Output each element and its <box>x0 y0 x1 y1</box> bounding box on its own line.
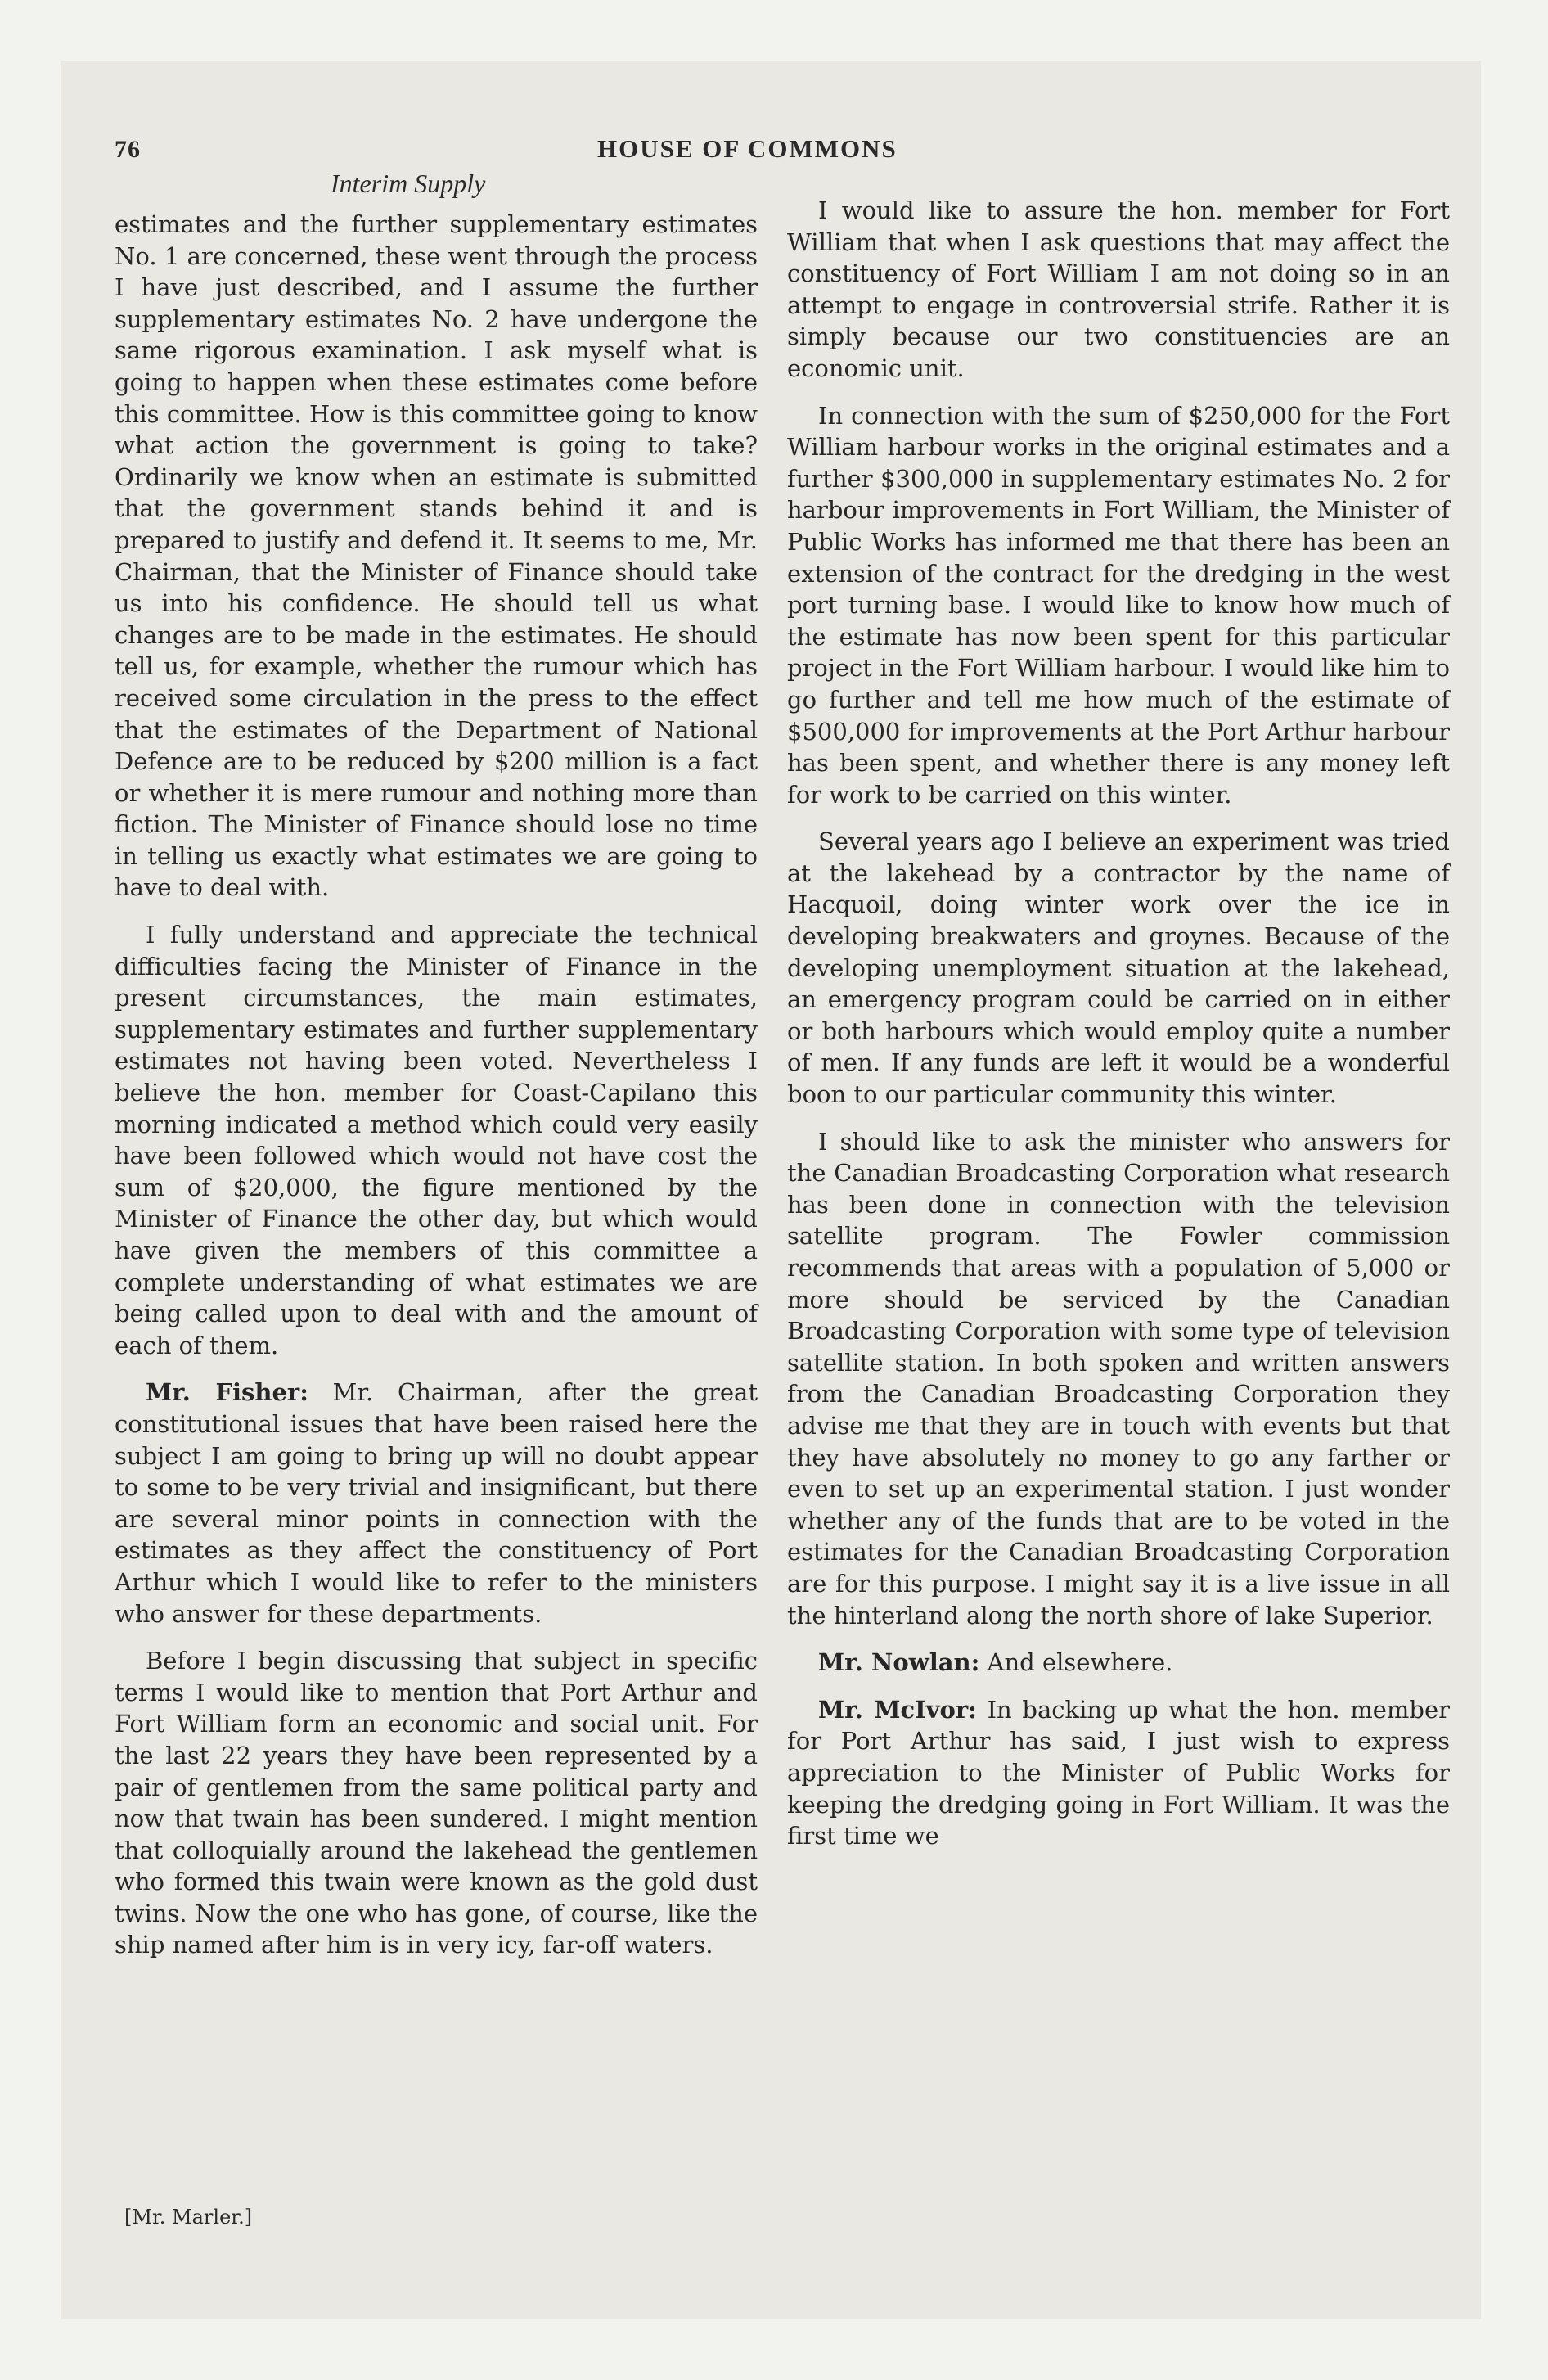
left-column <box>115 209 758 1977</box>
speech-paragraph <box>787 1694 1450 1852</box>
paragraph: Several years ago I believe an experiment was tried at the lakehead by a contractor by the name of Hacquoil, doing winter work over the ice in developing breakwaters and groynes. Because of the developing unemployment situation at the lakehead, an emergency program could be carried on in either or both harbours which would employ quite a number of men. If any funds are left it would be a wonderful boon to our particular community this winter. <box>787 827 1450 1109</box>
speech-paragraph <box>115 1377 758 1629</box>
page-header <box>115 131 1448 174</box>
paragraph: I fully understand and appreciate the technical difficulties facing the Minister of Finance in the present circumstances, the main estimates, supplementary estimates and further supplementary estimates not having been voted. Nevertheless I believe the hon. member for Coast-Capilano this morning indicated a method which could very easily have been followed which would not have cost the sum of $20,000, the figure mentioned by the Minister of Finance the other day, but which would have given the members of this committee a complete understanding of what estimates we are being called upon to deal with and the amount of each of them. <box>115 921 758 1359</box>
speaker-name: Mr. Nowlan: <box>818 1648 980 1677</box>
speech-text: And elsewhere. <box>979 1648 1173 1677</box>
page-number: 76 <box>115 136 141 163</box>
speaker-name: Mr. Fisher: <box>146 1378 308 1407</box>
speaker-name: Mr. McIvor: <box>818 1695 977 1724</box>
paragraph: I would like to assure the hon. member for Fort William that when I ask questions that may affect the constituency of Fort William I am not doing so in an attempt to engage in controversial strife. Rather it is simply because our two constituencies are an economic unit. <box>787 196 1450 382</box>
speech-text: In backing up what the hon. member for Port Arthur has said, I just wish to express appreciation to the Minister of Public Works for keeping the dredging going in Fort William. It was the first time we <box>787 1695 1450 1850</box>
running-title: HOUSE OF COMMONS <box>597 134 898 163</box>
speech-text: Mr. Chairman, after the great constitutional issues that have been raised here the subject I am going to bring up will no doubt appear to some to be very trivial and insignificant, but there are several minor points in connection with the estimates as they affect the constituency of Port Arthur which I would like to refer to the ministers who answer for these departments. <box>115 1378 758 1628</box>
footer-speaker-reference: [Mr. Marler.] <box>124 2206 253 2229</box>
right-column <box>787 195 1450 1868</box>
paragraph: estimates and the further supplementary estimates No. 1 are concerned, these went through the process I have just described, and I assume the further supplementary estimates No. 2 have undergone the same rigorous examination. I ask myself what is going to happen when these estimates come before this committee. How is this committee going to know what action the government is going to take? Ordinarily we know when an estimate is submitted that the government stands behind it and is prepared to justify and defend it. It seems to me, Mr. Chairman, that the Minister of Finance should take us into his confidence. He should tell us what changes are to be made in the estimates. He should tell us, for example, whether the rumour which has received some circulation in the press to the effect that the estimates of the Department of National Defence are to be reduced by $200 million is a fact or whether it is mere rumour and nothing more than fiction. The Minister of Finance should lose no time in telling us exactly what estimates we are going to have to deal with. <box>115 210 758 902</box>
paragraph: I should like to ask the minister who answers for the Canadian Broadcasting Corporation what research has been done in connection with the television satellite program. The Fowler commission recommends that areas with a population of 5,000 or more should be serviced by the Canadian Broadcasting Corporation with some type of television satellite station. In both spoken and written answers from the Canadian Broadcasting Corporation they advise me that they are in touch with events but that they have absolutely no money to go any farther or even to set up an experimental station. I just wonder whether any of the funds that are to be voted in the estimates for the Canadian Broadcasting Corporation are for this purpose. I might say it is a live issue in all the hinterland along the north shore of lake Superior. <box>787 1127 1450 1629</box>
speech-paragraph <box>787 1647 1450 1679</box>
paragraph: Before I begin discussing that subject in specific terms I would like to mention that Port Arthur and Fort William form an economic and social unit. For the last 22 years they have been represented by a pair of gentlemen from the same political party and now that twain has been sundered. I might mention that colloquially around the lakehead the gentlemen who formed this twain were known as the gold dust twins. Now the one who has gone, of course, like the ship named after him is in very icy, far-off waters. <box>115 1647 758 1959</box>
paragraph: In connection with the sum of $250,000 for the Fort William harbour works in the original estimates and a further $300,000 in supplementary estimates No. 2 for harbour improvements in Fort William, the Minister of Public Works has informed me that there has been an extension of the contract for the dredging in the west port turning base. I would like to know how much of the estimate has now been spent for this particular project in the Fort William harbour. I would like him to go further and tell me how much of the estimate of $500,000 for improvements at the Port Arthur harbour has been spent, and whether there is any money left for work to be carried on this winter. <box>787 401 1450 809</box>
section-title: Interim Supply <box>331 169 486 198</box>
